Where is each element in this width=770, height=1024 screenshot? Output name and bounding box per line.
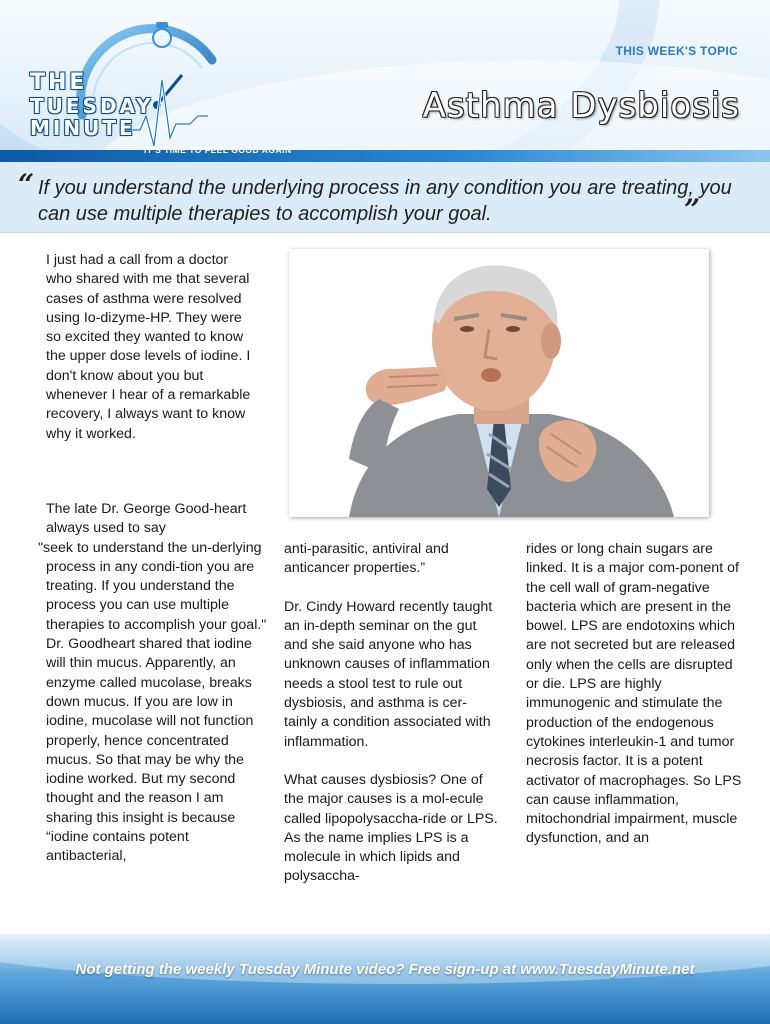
article-paragraph: rides or long chain sugars are linked. It is a major com-ponent of the cell wall of gram-negative bacteria which are present in the bowel. LPS are endotoxins which are not secreted but are released only when the cells are disrupted or die. LPS are highly immunogenic and stimulate the production of the endogenous cytokines interleukin-1 and tumor necrosis factor. It is a potent activator of macrophages. So LPS can cause inflammation, mitochondrial impairment, muscle dysfunction, and an — [526, 541, 742, 847]
page-title: Asthma Dysbiosis — [422, 86, 740, 126]
pull-quote: If you understand the underlying process in any condition you are treating, you can use multiple therapies to accomplish your goal. — [38, 177, 732, 225]
footer — [0, 934, 770, 1024]
article-column-1-top — [46, 251, 258, 444]
article-column-2 — [284, 540, 500, 887]
article-paragraph: The late Dr. George Good-heart always used to say — [46, 501, 247, 537]
article-paragraph: Dr. Cindy Howard recently taught an in-depth seminar on the gut and she said anyone who has unknown causes of inflammation needs a stool test to rule out dysbiosis, and asthma is cer-tainly a condition associated with inflammation. — [284, 598, 493, 750]
footer-signup-text[interactable]: Not getting the weekly Tuesday Minute video? Free sign-up at www.TuesdayMinute.net — [75, 961, 695, 978]
photo-illustration — [289, 249, 709, 517]
header — [0, 0, 770, 162]
close-quote-mark: ” — [684, 193, 701, 226]
article-column-3 — [526, 540, 742, 849]
logo-line-the: THE — [30, 70, 88, 95]
logo-line-minute: MINUTE — [30, 116, 136, 140]
open-quote-mark: “ — [18, 168, 35, 201]
logo — [22, 20, 342, 160]
article-paragraph: "seek to understand the un-derlying process in any condi-tion you are treating. If you understand the process you can use multiple therapies to accomplish your goal." Dr. Goodheart shared that iodine will thin mucus. Apparently, an enzyme called mucolase, breaks down mucus. If you are low in iodine, mucolase will not function properly, hence concentrated mucus. So that may be why the iodine worked. But my second thought and the reason I am sharing this insight is because “iodine contains potent antibacterial, — [38, 539, 267, 865]
logo-line-tuesday: TUESDAY — [30, 94, 154, 118]
article-paragraph: anti-parasitic, antiviral and anticancer properties.” — [284, 541, 449, 577]
topic-label: THIS WEEK'S TOPIC — [615, 44, 738, 58]
article-column-1-bottom — [38, 500, 268, 867]
article-paragraph: What causes dysbiosis? One of the major causes is a mol-ecule called lipopolysaccha-ride or LPS. As the name implies LPS is a molecule in which lipids and polysaccha- — [284, 771, 498, 885]
tagline: IT'S TIME TO FEEL GOOD AGAIN — [144, 145, 292, 155]
article-paragraph: I just had a call from a doctor who shared with me that several cases of asthma were resolved using Io-dizyme-HP. They were so excited they wanted to know the upper dose levels of iodine. I don't know about you but whenever I hear of a remarkable recovery, I always want to know why it worked. — [46, 252, 251, 442]
header-accent-band — [0, 150, 770, 162]
coughing-man-photo — [289, 249, 709, 517]
